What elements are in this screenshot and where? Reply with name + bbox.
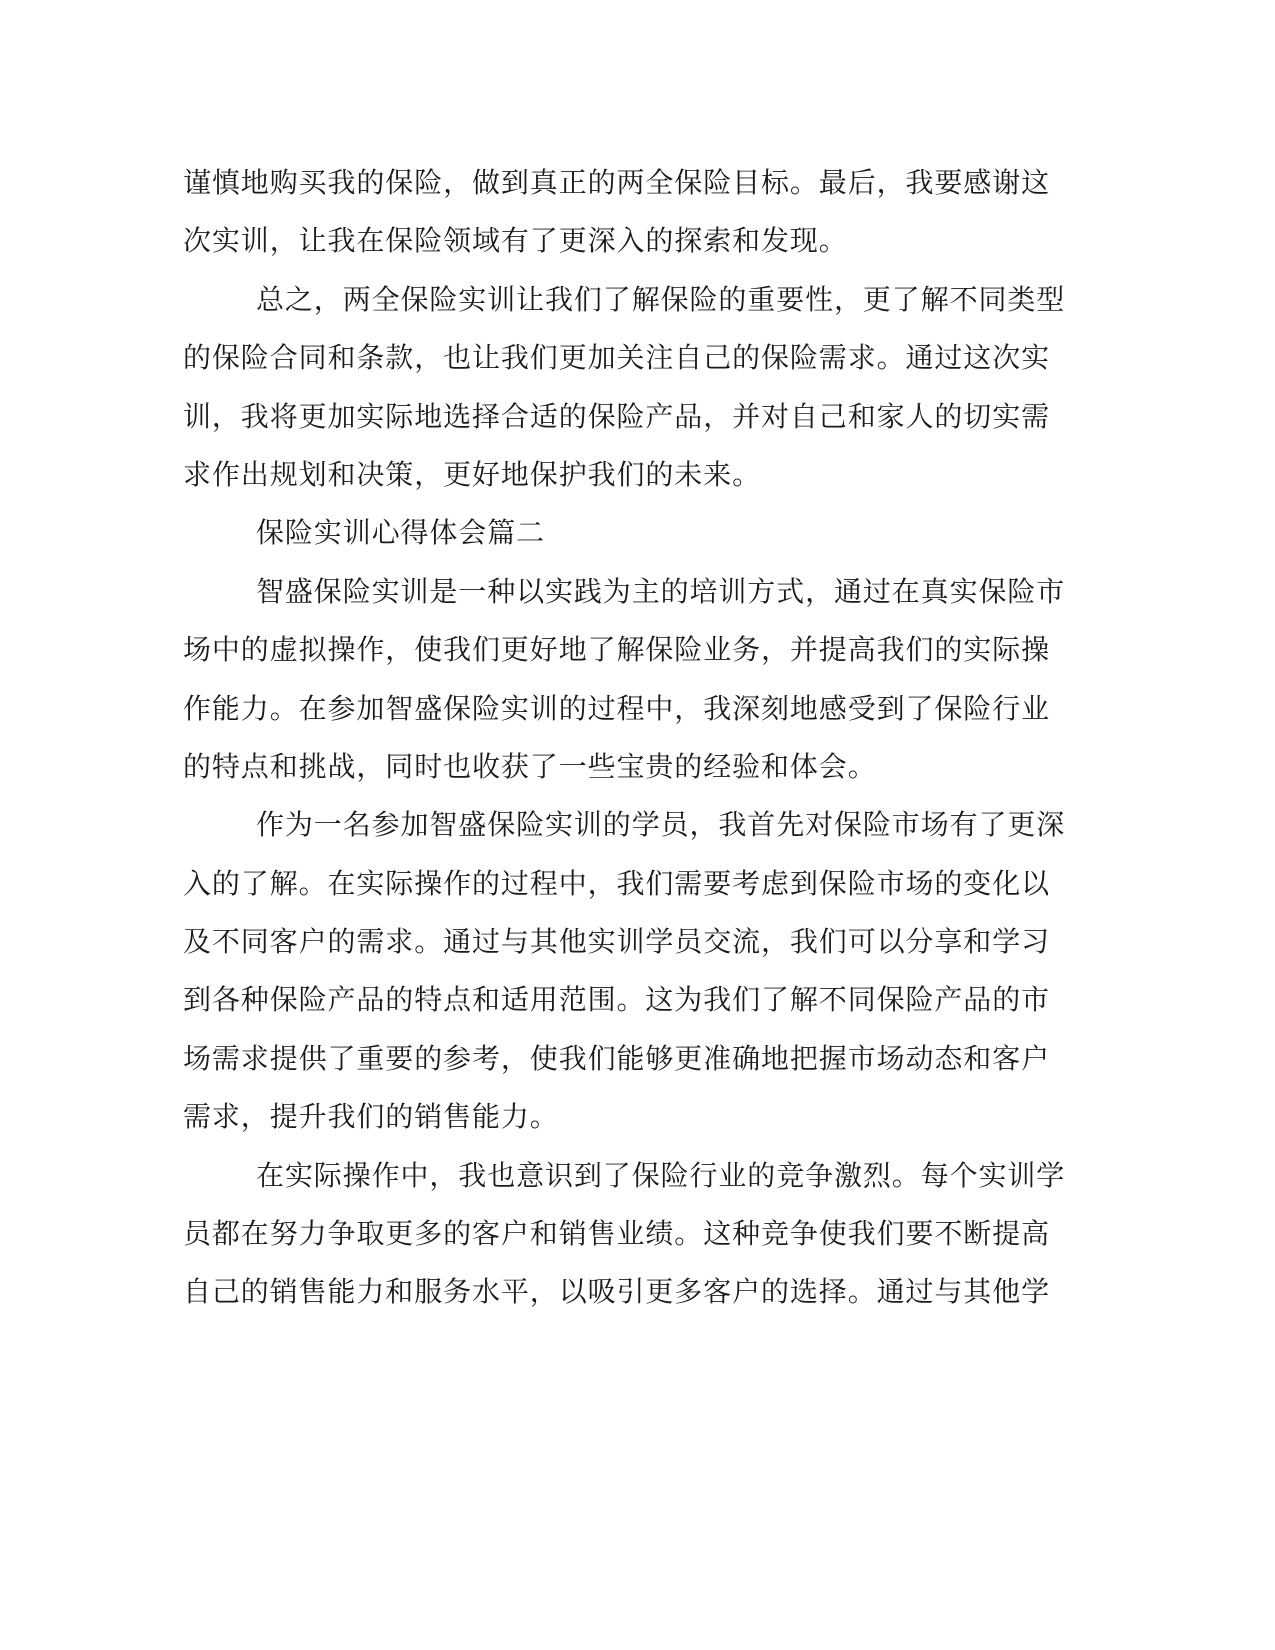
text-line-13: 入的了解。在实际操作的过程中，我们需要考虑到保险市场的变化以: [183, 866, 1051, 900]
text-line-20: 自己的销售能力和服务水平，以吸引更多客户的选择。通过与其他学: [183, 1275, 1051, 1309]
text-line-12: 作为一名参加智盛保险实训的学员，我首先对保险市场有了更深: [256, 808, 1066, 842]
text-line-15: 到各种保险产品的特点和适用范围。这为我们了解不同保险产品的市: [183, 983, 1051, 1017]
text-line-19: 员都在努力争取更多的客户和销售业绩。这种竞争使我们要不断提高: [183, 1217, 1051, 1251]
text-line-18: 在实际操作中，我也意识到了保险行业的竞争激烈。每个实训学: [256, 1158, 1066, 1192]
text-line-17: 需求，提升我们的销售能力。: [183, 1100, 559, 1134]
text-line-16: 场需求提供了重要的参考，使我们能够更准确地把握市场动态和客户: [183, 1041, 1051, 1075]
section-heading: 保险实训心得体会篇二: [256, 516, 546, 550]
text-line-10: 作能力。在参加智盛保险实训的过程中，我深刻地感受到了保险行业: [183, 691, 1051, 725]
text-line-11: 的特点和挑战，同时也收获了一些宝贵的经验和体会。: [183, 749, 877, 783]
text-line-8: 智盛保险实训是一种以实践为主的培训方式，通过在真实保险市: [256, 574, 1066, 608]
text-line-3: 总之，两全保险实训让我们了解保险的重要性，更了解不同类型: [256, 282, 1066, 316]
text-line-4: 的保险合同和条款，也让我们更加关注自己的保险需求。通过这次实: [183, 341, 1051, 375]
text-line-14: 及不同客户的需求。通过与其他实训学员交流，我们可以分享和学习: [183, 925, 1051, 959]
text-line-2: 次实训，让我在保险领域有了更深入的探索和发现。: [183, 224, 848, 258]
text-line-5: 训，我将更加实际地选择合适的保险产品，并对自己和家人的切实需: [183, 399, 1051, 433]
text-line-6: 求作出规划和决策，更好地保护我们的未来。: [183, 457, 762, 491]
document-body: [183, 154, 1066, 1322]
text-line-1: 谨慎地购买我的保险，做到真正的两全保险目标。最后，我要感谢这: [183, 166, 1051, 199]
text-line-9: 场中的虚拟操作，使我们更好地了解保险业务，并提高我们的实际操: [183, 633, 1051, 667]
